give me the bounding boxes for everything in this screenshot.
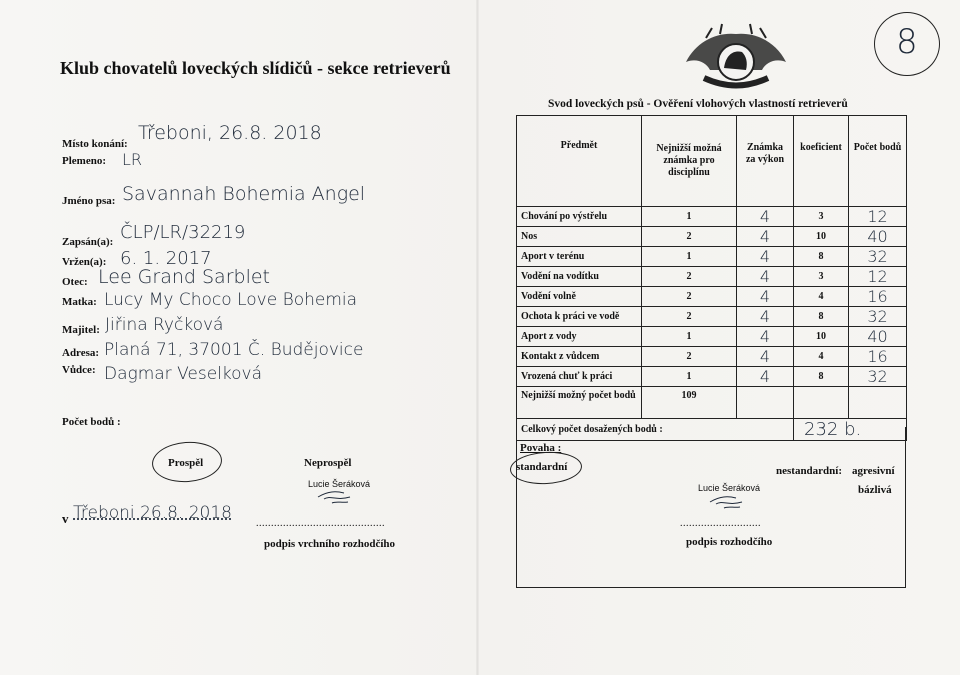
label-points: Počet bodů : <box>62 416 121 428</box>
row-points: 32 <box>849 307 907 327</box>
value-father: Lee Grand Sarblet <box>98 266 270 288</box>
right-sign-caption: podpis rozhodčího <box>686 536 773 548</box>
row-points: 12 <box>849 267 907 287</box>
table-row <box>517 287 907 307</box>
row-subject: Vrozená chuť k práci <box>517 367 642 387</box>
right-judge-signature <box>706 492 750 512</box>
table-row <box>517 327 907 347</box>
failed-label: Neprospěl <box>304 457 352 469</box>
value-born: 6. 1. 2017 <box>120 248 212 269</box>
value-dog-name: Savannah Bohemia Angel <box>122 183 366 205</box>
passed-label: Prospěl <box>168 457 204 469</box>
table-row <box>517 367 907 387</box>
label-born: Vržen(a): <box>62 256 107 268</box>
row-coef: 3 <box>794 207 849 227</box>
label-address: Adresa: <box>62 347 100 359</box>
row-grade: 4 <box>737 227 794 247</box>
min-total-value: 109 <box>642 387 737 419</box>
row-subject: Nos <box>517 227 642 247</box>
temperament-label: Povaha : <box>520 442 562 454</box>
label-father: Otec: <box>62 276 88 288</box>
min-total-label: Nejnižší možný počet bodů <box>517 387 642 419</box>
row-min: 2 <box>642 307 737 327</box>
club-title: Klub chovatelů loveckých slídičů - sekce retrieverů <box>60 58 451 78</box>
row-points: 32 <box>849 367 907 387</box>
table-row <box>517 347 907 367</box>
empty-cell <box>794 387 849 419</box>
table-row <box>517 247 907 267</box>
row-grade: 4 <box>737 347 794 367</box>
row-coef: 10 <box>794 227 849 247</box>
evaluation-table <box>516 115 907 441</box>
row-grade: 4 <box>737 247 794 267</box>
header-subject: Předmět <box>517 116 642 207</box>
left-judge-signature <box>314 487 358 507</box>
value-address: Planá 71, 37001 Č. Budějovice <box>104 340 364 360</box>
row-grade: 4 <box>737 327 794 347</box>
row-points: 40 <box>849 227 907 247</box>
row-min: 1 <box>642 327 737 347</box>
label-venue: Místo konání: <box>62 138 128 150</box>
value-breed: LR <box>122 150 143 169</box>
page-fold <box>476 0 479 675</box>
row-grade: 4 <box>737 367 794 387</box>
total-label: Celkový počet dosažených bodů : <box>517 419 794 441</box>
row-coef: 3 <box>794 267 849 287</box>
row-coef: 8 <box>794 307 849 327</box>
row-grade: 4 <box>737 287 794 307</box>
label-breed: Plemeno: <box>62 155 106 167</box>
row-min: 2 <box>642 227 737 247</box>
row-points: 16 <box>849 347 907 367</box>
left-sign-dots: ........................................... <box>256 518 385 529</box>
row-subject: Ochota k práci ve vodě <box>517 307 642 327</box>
left-sign-caption: podpis vrchního rozhodčího <box>264 538 396 550</box>
value-registered: ČLP/LR/32219 <box>120 222 246 243</box>
right-title: Svod loveckých psů - Ověření vlohových vlastností retrieverů <box>548 98 848 110</box>
value-owner: Jiřina Ryčková <box>105 315 224 335</box>
place-prefix: v <box>62 511 69 526</box>
row-min: 1 <box>642 247 737 267</box>
row-min: 2 <box>642 267 737 287</box>
standard-label: standardní <box>516 461 568 473</box>
label-handler: Vůdce: <box>62 364 96 376</box>
value-handler: Dagmar Veselková <box>104 364 263 384</box>
nonstandard-label: nestandardní: <box>776 465 843 477</box>
row-grade: 4 <box>737 267 794 287</box>
label-mother: Matka: <box>62 296 97 308</box>
left-judge-name: Lucie Šeráková <box>308 479 371 489</box>
table-header-row <box>517 116 907 207</box>
right-judge-name: Lucie Šeráková <box>698 483 761 493</box>
row-subject: Chování po výstřelu <box>517 207 642 227</box>
club-emblem-logo <box>676 22 796 100</box>
row-points: 32 <box>849 247 907 267</box>
header-grade: Známka za výkon <box>737 116 794 207</box>
row-min: 1 <box>642 367 737 387</box>
row-subject: Kontakt z vůdcem <box>517 347 642 367</box>
table-row <box>517 267 907 287</box>
label-owner: Majitel: <box>62 324 100 336</box>
row-grade: 4 <box>737 307 794 327</box>
empty-cell <box>849 387 907 419</box>
header-coefficient: koeficient <box>794 116 849 207</box>
value-mother: Lucy My Choco Love Bohemia <box>104 290 358 310</box>
aggressive-label: agresivní <box>852 465 895 477</box>
min-total-row <box>517 387 907 419</box>
table-row <box>517 207 907 227</box>
page-number: 8 <box>896 22 918 62</box>
row-min: 1 <box>642 207 737 227</box>
row-points: 40 <box>849 327 907 347</box>
row-points: 12 <box>849 207 907 227</box>
total-value: 232 b. <box>794 419 907 441</box>
empty-cell <box>737 387 794 419</box>
row-min: 2 <box>642 287 737 307</box>
row-subject: Vodění volně <box>517 287 642 307</box>
header-min-grade: Nejnižší možná známka pro disciplínu <box>642 116 737 207</box>
table-row <box>517 227 907 247</box>
row-grade: 4 <box>737 207 794 227</box>
row-points: 16 <box>849 287 907 307</box>
row-coef: 4 <box>794 287 849 307</box>
row-coef: 8 <box>794 247 849 267</box>
label-registered: Zapsán(a): <box>62 236 114 248</box>
row-coef: 10 <box>794 327 849 347</box>
label-dog-name: Jméno psa: <box>62 195 116 207</box>
row-coef: 8 <box>794 367 849 387</box>
header-points: Počet bodů <box>849 116 907 207</box>
right-sign-dots: ........................... <box>680 518 761 529</box>
row-subject: Vodění na vodítku <box>517 267 642 287</box>
table-row <box>517 307 907 327</box>
row-subject: Aport z vody <box>517 327 642 347</box>
place-date: Třeboni 26.8. 2018 <box>73 503 232 523</box>
row-min: 2 <box>642 347 737 367</box>
shy-label: bázlivá <box>858 484 892 496</box>
row-subject: Aport v terénu <box>517 247 642 267</box>
row-coef: 4 <box>794 347 849 367</box>
value-venue: Třeboni, 26.8. 2018 <box>138 122 322 144</box>
